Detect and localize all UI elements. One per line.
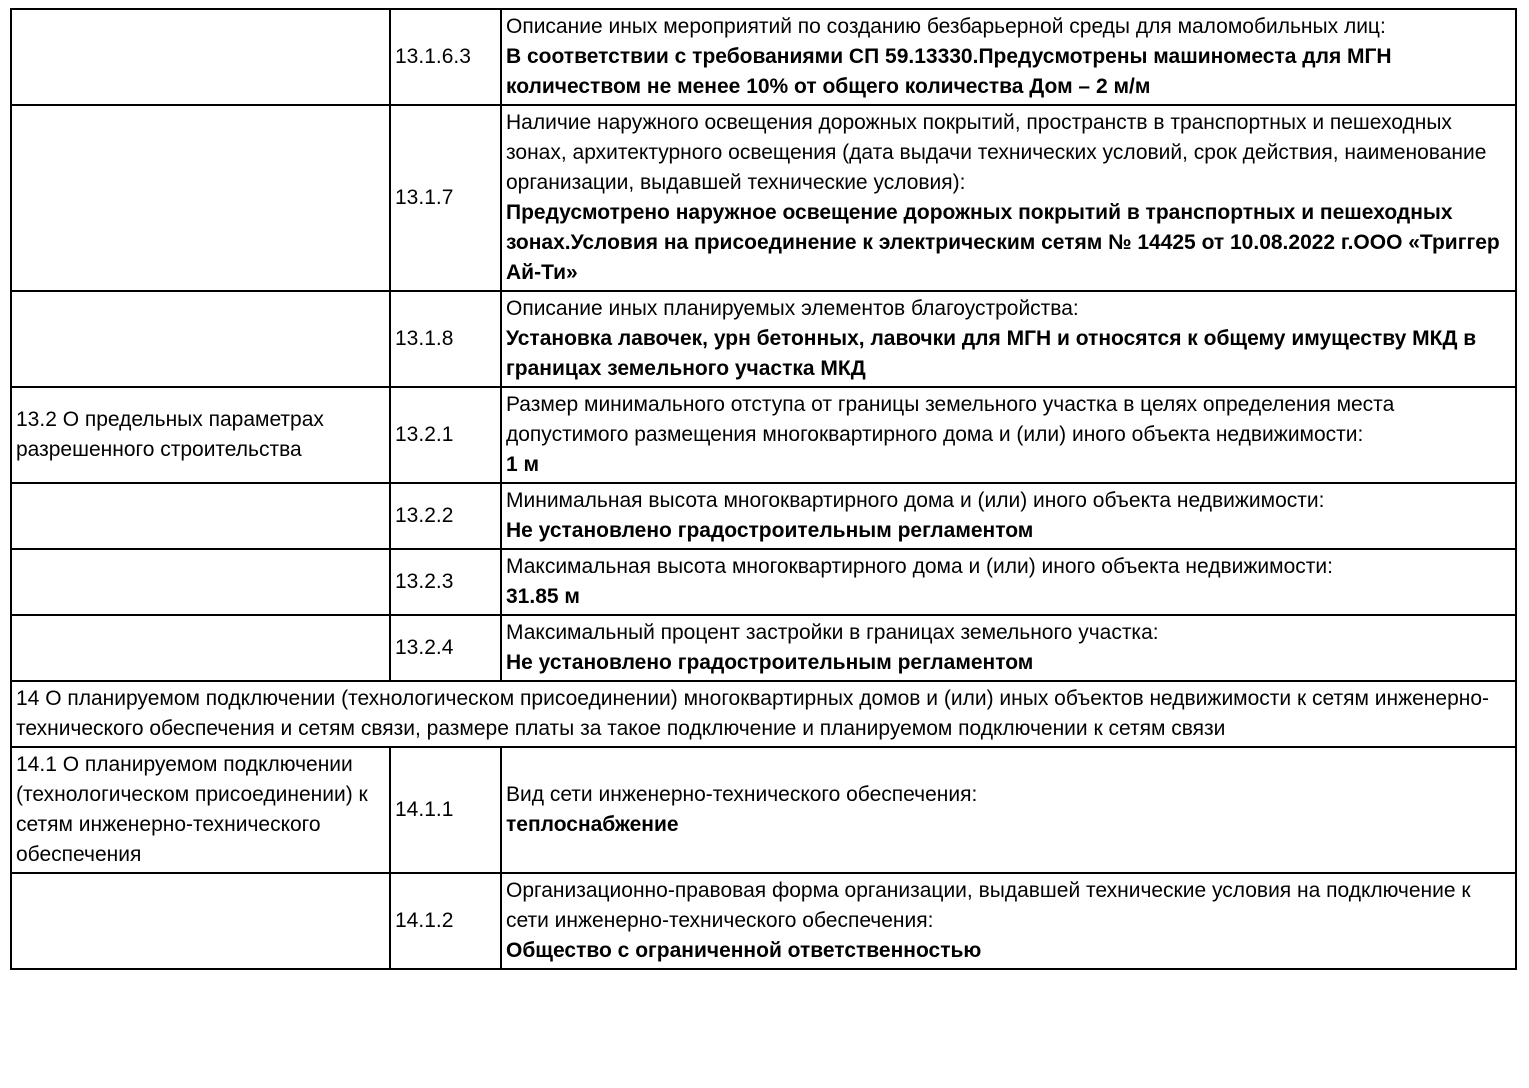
- section-header-row: [11, 681, 1516, 747]
- field-value: Не установлено градостроительным регламентом: [506, 651, 1034, 674]
- section-cell: 13.2 О предельных параметрах разрешенного строительства: [11, 387, 390, 483]
- item-number-cell: 13.1.8: [390, 291, 501, 387]
- item-number-cell: 13.2.4: [390, 615, 501, 681]
- section-cell: [11, 483, 390, 549]
- section-cell: [11, 105, 390, 291]
- item-number-cell: 14.1.2: [390, 873, 501, 969]
- table-row: [11, 291, 1516, 387]
- field-label: Наличие наружного освещения дорожных покрытий, пространств в транспортных и пешеходных зонах, архитектурного освещения (дата выдачи технических условий, срок действия, наименование организации, выдавшей технические условия):: [506, 111, 1487, 194]
- field-label: Размер минимального отступа от границы земельного участка в целях определения места допустимого размещения многоквартирного дома и (или) иного объекта недвижимости:: [506, 393, 1395, 446]
- content-cell: [501, 291, 1516, 387]
- table-row: [11, 873, 1516, 969]
- content-cell: [501, 483, 1516, 549]
- declaration-table: [10, 8, 1517, 970]
- content-cell: [501, 873, 1516, 969]
- field-label: Организационно-правовая форма организации, выдавшей технические условия на подключение к сети инженерно-технического обеспечения:: [506, 879, 1471, 932]
- section-14-header: 14 О планируемом подключении (технологическом присоединении) многоквартирных домов и (или) иных объектов недвижимости к сетям инженерно-технического обеспечения и сетям связи, размере платы за такое подключение и планируемом подключении к сетям связи: [11, 681, 1516, 747]
- item-number-cell: 13.2.1: [390, 387, 501, 483]
- field-value: 31.85 м: [506, 585, 580, 608]
- item-number-cell: 14.1.1: [390, 747, 501, 873]
- table-row: [11, 747, 1516, 873]
- field-label: Описание иных мероприятий по созданию безбарьерной среды для маломобильных лиц:: [506, 15, 1386, 38]
- field-label: Максимальная высота многоквартирного дома и (или) иного объекта недвижимости:: [506, 555, 1333, 578]
- field-label: Вид сети инженерно-технического обеспечения:: [506, 783, 978, 806]
- field-value: В соответствии с требованиями СП 59.13330.Предусмотрены машиноместа для МГН количеством не менее 10% от общего количества Дом – 2 м/м: [506, 45, 1392, 98]
- item-number-cell: 13.1.6.3: [390, 9, 501, 105]
- table-row: [11, 105, 1516, 291]
- field-value: Установка лавочек, урн бетонных, лавочки для МГН и относятся к общему имуществу МКД в границах земельного участка МКД: [506, 327, 1477, 380]
- item-number-cell: 13.1.7: [390, 105, 501, 291]
- content-cell: [501, 9, 1516, 105]
- field-label: Описание иных планируемых элементов благоустройства:: [506, 297, 1079, 320]
- content-cell: [501, 747, 1516, 873]
- field-label: Минимальная высота многоквартирного дома и (или) иного объекта недвижимости:: [506, 489, 1325, 512]
- table-row: [11, 615, 1516, 681]
- field-value: Общество с ограниченной ответственностью: [506, 939, 982, 962]
- content-cell: [501, 105, 1516, 291]
- section-cell: [11, 873, 390, 969]
- content-cell: [501, 615, 1516, 681]
- table-row: [11, 483, 1516, 549]
- content-cell: [501, 549, 1516, 615]
- section-cell: [11, 291, 390, 387]
- section-cell: [11, 549, 390, 615]
- field-value: 1 м: [506, 453, 540, 476]
- field-label: Максимальный процент застройки в границах земельного участка:: [506, 621, 1159, 644]
- table-row: [11, 549, 1516, 615]
- item-number-cell: 13.2.3: [390, 549, 501, 615]
- table-row: [11, 9, 1516, 105]
- item-number-cell: 13.2.2: [390, 483, 501, 549]
- field-value: теплоснабжение: [506, 813, 679, 836]
- section-cell: [11, 9, 390, 105]
- content-cell: [501, 387, 1516, 483]
- field-value: Предусмотрено наружное освещение дорожных покрытий в транспортных и пешеходных зонах.Условия на присоединение к электрическим сетям № 14425 от 10.08.2022 г.ООО «Триггер Ай-Ти»: [506, 201, 1500, 284]
- table-row: [11, 387, 1516, 483]
- field-value: Не установлено градостроительным регламентом: [506, 519, 1034, 542]
- section-cell: 14.1 О планируемом подключении (технологическом присоединении) к сетям инженерно-технического обеспечения: [11, 747, 390, 873]
- section-cell: [11, 615, 390, 681]
